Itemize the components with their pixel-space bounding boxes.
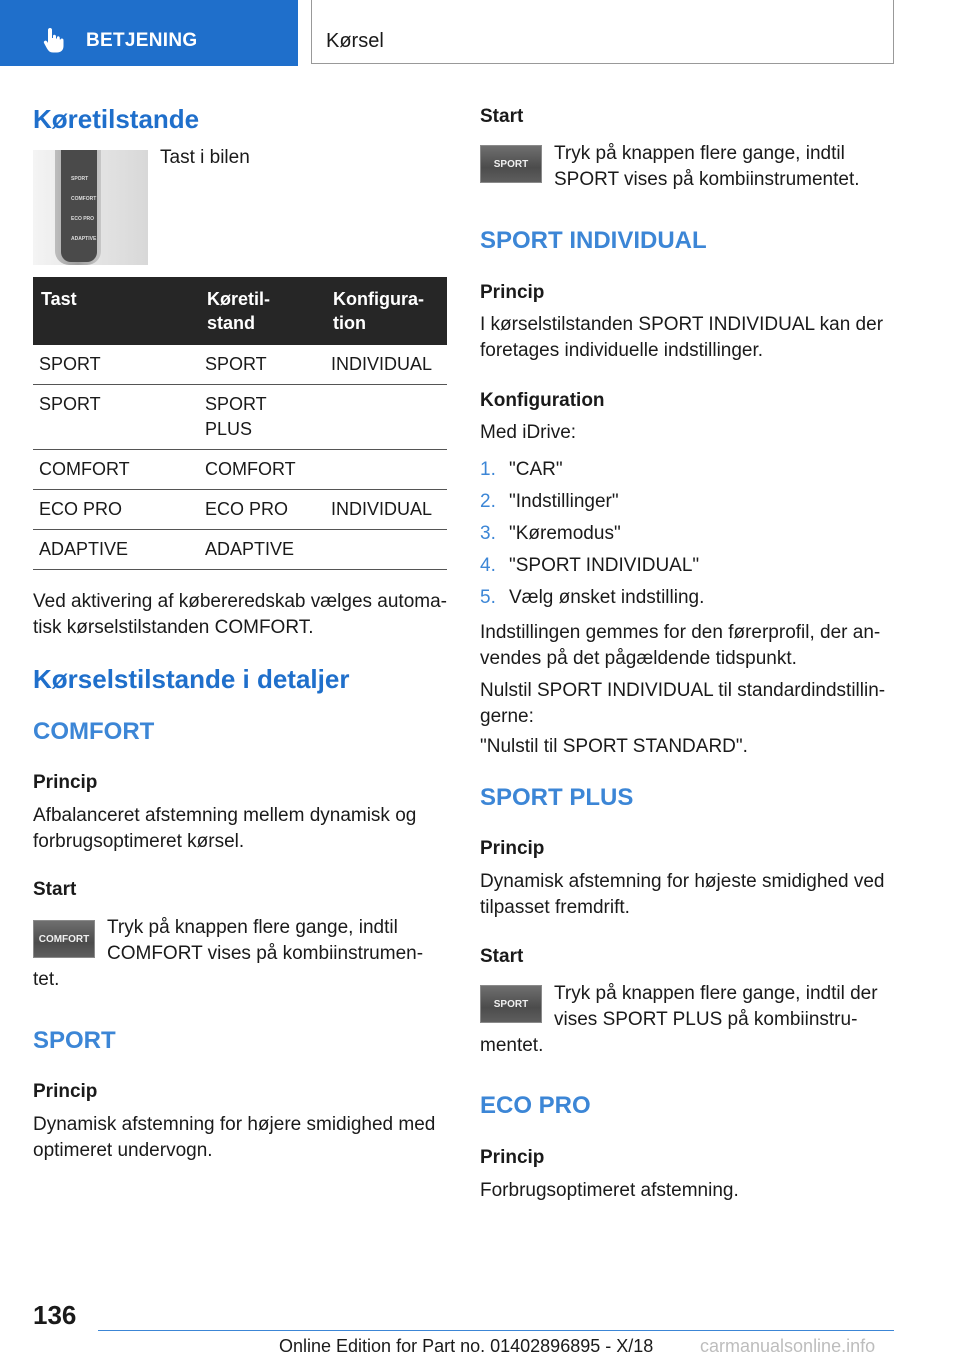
section-label: Kørsel — [326, 30, 384, 52]
table-cell: SPORT PLUS — [199, 385, 325, 450]
table-cell: ECO PRO — [199, 490, 325, 530]
section-tab[interactable] — [311, 0, 894, 64]
sport-start-text: SPORT vises på kombiinstrumentet. — [554, 169, 860, 190]
sport-individual-princip-text: I kørselstilstanden SPORT INDIVIDUAL kan der foretages individuelle indstillinger. — [480, 314, 884, 361]
list-item-number: 3. — [480, 523, 496, 544]
sport-plus-start-text: mentet. — [480, 1035, 544, 1056]
list-item: "Indstillinger" — [509, 491, 619, 512]
config-label: Konfiguration — [480, 390, 605, 411]
footer-divider — [98, 1330, 894, 1331]
reset-command: "Nulstil til SPORT STANDARD". — [480, 736, 748, 757]
sport-plus-start-text: Tryk på knappen flere gange, indtil der — [554, 983, 878, 1004]
table-row — [33, 345, 447, 385]
eco-pro-princip-label: Princip — [480, 1147, 545, 1168]
table-cell: SPORT — [33, 385, 199, 450]
table-row — [33, 450, 447, 490]
watermark: carmanualsonline.info — [700, 1336, 876, 1356]
sport-title: SPORT — [33, 1027, 116, 1054]
table-cell: ADAPTIVE — [33, 530, 199, 570]
sport-plus-start-text: vises SPORT PLUS på kombiinstru- — [554, 1009, 858, 1030]
sport-button-icon: SPORT — [480, 145, 542, 183]
mode-button-photo — [33, 150, 148, 265]
table-row — [33, 490, 447, 530]
comfort-start-text: tet. — [33, 969, 60, 990]
table-cell: ADAPTIVE — [199, 530, 325, 570]
table-row — [33, 385, 447, 450]
chapter-tab[interactable] — [0, 0, 298, 66]
modes-table — [33, 277, 447, 570]
photo-caption: Tast i bilen — [160, 147, 250, 168]
table-cell — [325, 385, 447, 450]
sport-princip-label: Princip — [33, 1081, 98, 1102]
comfort-start-text: COMFORT vises på kombiinstrumen- — [107, 943, 424, 964]
edition-text: Online Edition for Part no. 01402896895 - X/18 — [279, 1336, 654, 1356]
comfort-princip-label: Princip — [33, 772, 98, 793]
sport-plus-button-icon: SPORT — [480, 985, 542, 1023]
sport-plus-start-label: Start — [480, 946, 524, 967]
hand-pointer-icon — [40, 26, 68, 54]
list-item: "SPORT INDIVIDUAL" — [509, 555, 700, 576]
saved-profile-text: Indstillingen gemmes for den førerprofil, der an- vendes på det pågældende tidspunkt. — [480, 622, 881, 669]
sport-individual-princip-label: Princip — [480, 282, 545, 303]
table-cell — [325, 450, 447, 490]
list-item-number: 5. — [480, 587, 496, 608]
sport-individual-title: SPORT INDIVIDUAL — [480, 227, 707, 254]
list-item-number: 2. — [480, 491, 496, 512]
table-cell: COMFORT — [33, 450, 199, 490]
photo-label-sport: SPORT — [71, 176, 89, 182]
sport-start-label: Start — [480, 106, 524, 127]
eco-pro-princip-text: Forbrugsoptimeret afstemning. — [480, 1180, 739, 1201]
config-steps-list — [480, 459, 892, 619]
table-cell — [325, 530, 447, 570]
photo-label-adaptive: ADAPTIVE — [71, 236, 97, 242]
table-header: Køretil- stand — [199, 277, 325, 345]
comfort-princip-text: Afbalanceret afstemning mellem dynamisk og forbrugsoptimeret kørsel. — [33, 805, 417, 852]
list-item: "Køremodus" — [509, 523, 621, 544]
comfort-start-text: Tryk på knappen flere gange, indtil — [107, 917, 398, 938]
table-row — [33, 530, 447, 570]
table-header: Konfigura- tion — [325, 277, 447, 345]
table-cell: INDIVIDUAL — [325, 345, 447, 385]
sport-plus-princip-text: Dynamisk afstemning for højeste smidighed ved tilpasset fremdrift. — [480, 871, 885, 918]
photo-label-comfort: COMFORT — [71, 196, 97, 202]
details-title: Kørselstilstande i detaljer — [33, 664, 350, 694]
activation-note: Ved aktivering af købereredskab vælges automa- tisk kørselstilstanden COMFORT. — [33, 591, 447, 638]
sport-plus-title: SPORT PLUS — [480, 784, 634, 811]
table-header: Tast — [33, 277, 199, 345]
table-cell: SPORT — [33, 345, 199, 385]
page-title: Køretilstande — [33, 104, 200, 134]
list-item: Vælg ønsket indstilling. — [509, 587, 705, 608]
sport-plus-princip-label: Princip — [480, 838, 545, 859]
comfort-start-label: Start — [33, 879, 77, 900]
eco-pro-title: ECO PRO — [480, 1092, 591, 1119]
table-cell: ECO PRO — [33, 490, 199, 530]
comfort-button-icon: COMFORT — [33, 920, 95, 958]
list-item-number: 1. — [480, 459, 496, 480]
table-cell: SPORT — [199, 345, 325, 385]
table-header-row — [33, 277, 447, 345]
table-cell: INDIVIDUAL — [325, 490, 447, 530]
sport-start-text: Tryk på knappen flere gange, indtil — [554, 143, 845, 164]
page-number: 136 — [33, 1300, 77, 1330]
reset-text: Nulstil SPORT INDIVIDUAL til standardindstillin- gerne: — [480, 680, 886, 727]
comfort-title: COMFORT — [33, 718, 155, 745]
photo-label-eco-pro: ECO PRO — [71, 216, 95, 222]
chapter-label: BETJENING — [86, 30, 198, 51]
sport-princip-text: Dynamisk afstemning for højere smidighed med optimeret undervogn. — [33, 1114, 436, 1161]
list-item-number: 4. — [480, 555, 496, 576]
config-intro: Med iDrive: — [480, 422, 577, 443]
list-item: "CAR" — [509, 459, 563, 480]
table-cell: COMFORT — [199, 450, 325, 490]
